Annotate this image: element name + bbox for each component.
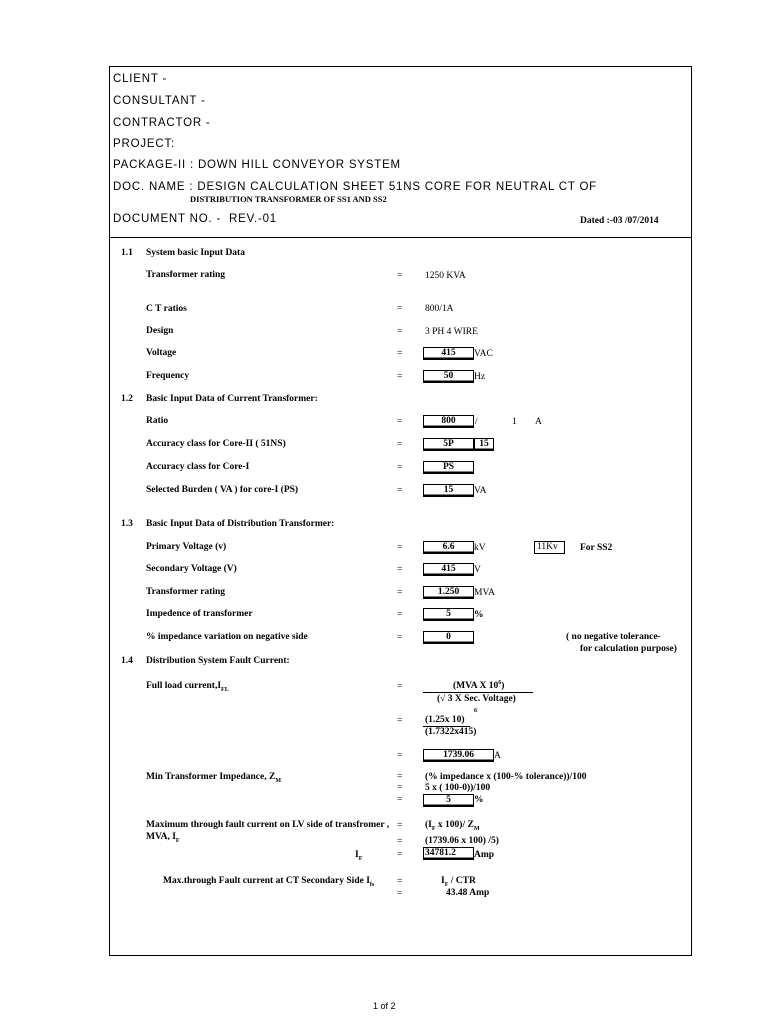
equals-sign: = xyxy=(397,304,403,314)
if-formula: ($I_F$ x 100)/ $Z_M$ xyxy=(425,820,480,832)
row-label: Transformer rating xyxy=(146,270,226,280)
value-box: 50 xyxy=(423,370,474,383)
if-substitution: (1739.06 x 100) /5) xyxy=(425,836,499,846)
if-label-line2: MVA, $I_F$ xyxy=(146,832,180,844)
equals-sign: = xyxy=(397,440,403,450)
package-label: PACKAGE-II : DOWN HILL CONVEYOR SYSTEM xyxy=(113,159,401,171)
equals-sign: = xyxy=(397,633,403,643)
zm-substitution: 5 x ( 100-0))/100 xyxy=(425,783,491,793)
value-box: 5 xyxy=(423,608,474,621)
value-box: 0 xyxy=(423,631,474,644)
section-title: Basic Input Data of Current Transformer: xyxy=(146,394,318,404)
equals-sign: = xyxy=(397,463,403,473)
contractor-label: CONTRACTOR - xyxy=(113,117,211,129)
equals-sign: = xyxy=(397,486,403,496)
row-value: 3 PH 4 WIRE xyxy=(425,327,478,337)
unit-label: VAC xyxy=(474,349,493,359)
equals-sign: = xyxy=(397,889,403,899)
equals-sign: = xyxy=(397,837,403,847)
equals-sign: = xyxy=(397,327,403,337)
section-number: 1.1 xyxy=(121,248,133,258)
value-box: 5P xyxy=(423,438,474,451)
section-title: System basic Input Data xyxy=(146,248,245,258)
row-label: Accuracy class for Core-II ( 51NS) xyxy=(146,439,286,449)
ratio-separator: / xyxy=(475,417,478,427)
ifs-value: 43.48 Amp xyxy=(446,888,490,898)
row-label: Voltage xyxy=(146,348,177,358)
section-number: 1.3 xyxy=(121,519,133,529)
section-number: 1.2 xyxy=(121,394,133,404)
equals-sign: = xyxy=(397,821,403,831)
equals-sign: = xyxy=(397,877,403,887)
equals-sign: = xyxy=(397,783,403,793)
row-label: Accuracy class for Core-I xyxy=(146,462,250,472)
value-box: 800 xyxy=(423,415,474,428)
tolerance-note: for calculation purpose) xyxy=(580,644,677,654)
project-label: PROJECT: xyxy=(113,138,175,150)
dated: Dated :-03 /07/2014 xyxy=(580,216,659,226)
row-label: Secondary Voltage (V) xyxy=(146,564,237,574)
value-box: 1.250 xyxy=(423,586,474,599)
ratio-secondary: 1 xyxy=(512,417,517,427)
unit-label: % xyxy=(474,610,484,620)
equals-sign: = xyxy=(397,349,403,359)
equals-sign: = xyxy=(397,271,403,281)
ifs-formula: $I_F$ / CTR xyxy=(441,876,476,888)
row-label: Primary Voltage (v) xyxy=(146,542,227,552)
tolerance-note: ( no negative tolerance- xyxy=(566,632,661,642)
row-label: Transformer rating xyxy=(146,587,226,597)
doc-name: DOC. NAME : DESIGN CALCULATION SHEET 51NS CORE FOR NEUTRAL CT OF xyxy=(113,181,598,193)
unit-label: A xyxy=(494,751,501,761)
flc-label: Full load $current,I_{FL}$ xyxy=(146,681,229,693)
unit-label: MVA xyxy=(474,588,495,598)
unit-label: A xyxy=(535,417,542,427)
equals-sign: = xyxy=(397,682,403,692)
flc-denominator-2: (1.7322x415) xyxy=(425,727,477,737)
unit-label: % xyxy=(474,795,484,805)
row-label: C T ratios xyxy=(146,304,187,314)
flc-denominator: (√ 3 X Sec. Voltage) xyxy=(437,694,516,704)
unit-label: V xyxy=(474,565,481,575)
value-box: 15 xyxy=(474,438,494,451)
equals-sign: = xyxy=(397,850,403,860)
value-box: 415 xyxy=(423,347,474,360)
row-label: Frequency xyxy=(146,371,190,381)
ifs-label: Max.through Fault current at CT Secondary Side $I_{fs}$ xyxy=(163,876,375,888)
unit-label: kV xyxy=(474,543,486,553)
if-label: Maximum through fault current on LV side of transfromer , xyxy=(146,820,390,830)
client-label: CLIENT - xyxy=(113,73,168,85)
flc-numerator: (MVA X $10^6$) xyxy=(453,680,505,692)
header-divider xyxy=(109,237,692,238)
value-box: 415 xyxy=(423,563,474,576)
value-box: 15 xyxy=(423,484,474,497)
zm-formula: (% impedance x (100-% tolerance))/100 xyxy=(425,772,587,782)
unit-label: Hz xyxy=(474,372,486,382)
unit-label: Amp xyxy=(474,850,495,860)
row-label: Impedence of transformer xyxy=(146,609,253,619)
row-label: % impedance variation on negative side xyxy=(146,632,308,642)
alt-voltage-box: 11Kv xyxy=(534,541,565,554)
if-symbol: $I_F$ xyxy=(355,850,363,862)
row-label: Selected Burden ( VA ) for core-I (PS) xyxy=(146,485,299,495)
unit-label: VA xyxy=(474,486,487,496)
equals-sign: = xyxy=(397,795,403,805)
section-title: Distribution System Fault Current: xyxy=(146,656,290,666)
equals-sign: = xyxy=(397,751,403,761)
row-label: Design xyxy=(146,326,174,336)
doc-name-sub: DISTRIBUTION TRANSFORMER OF SS1 AND SS2 xyxy=(190,194,387,204)
equals-sign: = xyxy=(397,716,403,726)
alt-voltage-note: For SS2 xyxy=(580,543,613,553)
equals-sign: = xyxy=(397,417,403,427)
equals-sign: = xyxy=(397,772,403,782)
page-number: 1 of 2 xyxy=(373,1001,396,1011)
value-box: 1739.06 xyxy=(423,749,494,762)
value-box: PS xyxy=(423,461,474,474)
row-value: 1250 KVA xyxy=(425,271,466,281)
equals-sign: = xyxy=(397,565,403,575)
revision: REV.-01 xyxy=(229,213,278,225)
flc-exponent: 6 xyxy=(474,708,477,714)
value-box: 5 xyxy=(423,794,474,807)
section-title: Basic Input Data of Distribution Transformer: xyxy=(146,519,335,529)
row-label: Ratio xyxy=(146,416,169,426)
document-no: DOCUMENT NO. - xyxy=(113,213,222,225)
value-box: 34781.2 xyxy=(423,847,474,860)
row-value: 800/1A xyxy=(425,304,454,314)
equals-sign: = xyxy=(397,610,403,620)
section-number: 1.4 xyxy=(121,656,133,666)
equals-sign: = xyxy=(397,588,403,598)
value-box: 6.6 xyxy=(423,541,474,554)
consultant-label: CONSULTANT - xyxy=(113,95,206,107)
flc-numerator-2: (1.25x 10) xyxy=(425,715,465,725)
equals-sign: = xyxy=(397,372,403,382)
equals-sign: = xyxy=(397,543,403,553)
zm-label: Min Transformer Impedance, $Z_M$ xyxy=(146,772,281,784)
fraction-line xyxy=(423,692,533,693)
